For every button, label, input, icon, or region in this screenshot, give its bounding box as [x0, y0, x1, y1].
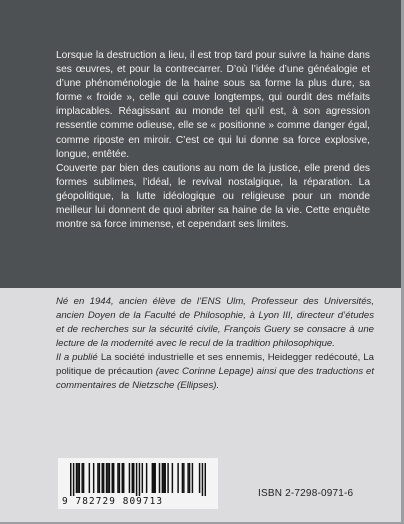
- barcode-bar: [97, 463, 98, 493]
- barcode-bar: [101, 463, 102, 493]
- blurb-text: [56, 49, 370, 232]
- barcode-bar: [167, 463, 168, 493]
- barcode-bar: [136, 463, 137, 496]
- barcode-bar: [83, 463, 84, 493]
- barcode-bar: [117, 463, 118, 493]
- blurb-paragraph-2: Couverte par bien des cautions au nom de la justice, elle prend des formes sublimes, l’idéal, le revival nostalgique, la réparation. La géopolitique, la lutte idéologique ou religieuse pour un monde meilleur lui donnent de quoi abriter sa haine de la vie. Cette enquête montre sa force immense, et cependant ses limites.: [56, 162, 370, 231]
- barcode-bar: [142, 463, 143, 493]
- barcode-bar: [132, 463, 133, 493]
- barcode-bar: [123, 463, 124, 493]
- barcode-bar: [159, 463, 160, 493]
- barcode: [58, 458, 218, 509]
- barcode-bar: [154, 463, 155, 493]
- barcode-bar: [152, 463, 153, 493]
- barcode-bar: [112, 463, 113, 493]
- barcode-bar: [172, 463, 173, 493]
- barcode-bar: [189, 463, 190, 493]
- barcode-bar: [187, 463, 188, 493]
- barcode-bar: [93, 463, 94, 493]
- barcode-bar: [202, 463, 203, 496]
- barcode-bar: [99, 463, 100, 493]
- barcode-bar: [79, 463, 80, 493]
- barcode-bar: [183, 463, 184, 493]
- publications-lead: Il a publié: [56, 352, 98, 363]
- barcode-bar: [205, 463, 206, 496]
- barcode-bar: [113, 463, 114, 493]
- barcode-bar: [73, 463, 74, 496]
- barcode-bar: [107, 463, 108, 493]
- barcode-bar: [199, 463, 200, 493]
- barcode-bar: [153, 463, 154, 493]
- barcode-bar: [77, 463, 78, 493]
- blurb-paragraph-1: Lorsque la destruction a lieu, il est trop tard pour suivre la haine dans ses œuvres, et pour la contrecarrer. D’où l’idée d’une généalogie et d’une phénoménologie de la haine sous sa forme la plus dure, sa forme « froide », celle qui couve longtemps, qui ourdit des méfaits implacables. Réagissant au monde tel qu’il est, à son agression ressentie comme odieuse, elle se « positionne » comme danger égal, comme riposte en miroir. C’est ce qui lui donne sa force explosive, longue, entêtée.: [56, 50, 370, 160]
- publications-titles: La société industrielle et ses ennemis, Heidegger redécouté, La politique de précaution: [56, 352, 375, 377]
- barcode-bar: [119, 463, 120, 493]
- barcode-bar: [89, 463, 90, 493]
- barcode-bar: [192, 463, 193, 493]
- barcode-bar: [81, 463, 82, 493]
- barcode-bar: [133, 463, 134, 493]
- barcode-bar: [129, 463, 130, 493]
- barcode-bar: [103, 463, 104, 493]
- barcode-bar: [122, 463, 123, 493]
- barcode-bar: [146, 463, 147, 493]
- publications-paragraph: [56, 351, 374, 393]
- barcode-digits: 9 782729 809713: [62, 496, 164, 507]
- barcode-bar: [76, 463, 77, 493]
- barcode-bar: [163, 463, 164, 493]
- barcode-bar: [106, 463, 107, 493]
- barcode-bars: [70, 463, 206, 496]
- author-bio-paragraph: Né en 1944, ancien élève de l’ENS Ulm, Professeur des Universités, ancien Doyen de la Faculté de Philosophie, à Lyon III, directeur d’études et de recherches sur la sécurité civile, François Guery se consacre à une lecture de la modernité avec le recul de la tradition philosophique.: [56, 296, 374, 349]
- barcode-bar: [177, 463, 178, 493]
- barcode-bar: [70, 463, 71, 496]
- barcode-bar: [182, 463, 183, 493]
- barcode-bar: [162, 463, 163, 493]
- bottom-section: [0, 288, 401, 522]
- publications-coauthor: (avec Corinne Lepage): [155, 366, 254, 377]
- barcode-bar: [139, 463, 140, 496]
- barcode-bar: [164, 463, 165, 493]
- isbn-label: ISBN 2-7298-0971-6: [258, 488, 354, 499]
- barcode-bar: [109, 463, 110, 493]
- author-bio: [56, 295, 374, 393]
- publications-tail: ainsi que des traductions et commentaires de Nietzsche (Ellipses).: [56, 366, 374, 391]
